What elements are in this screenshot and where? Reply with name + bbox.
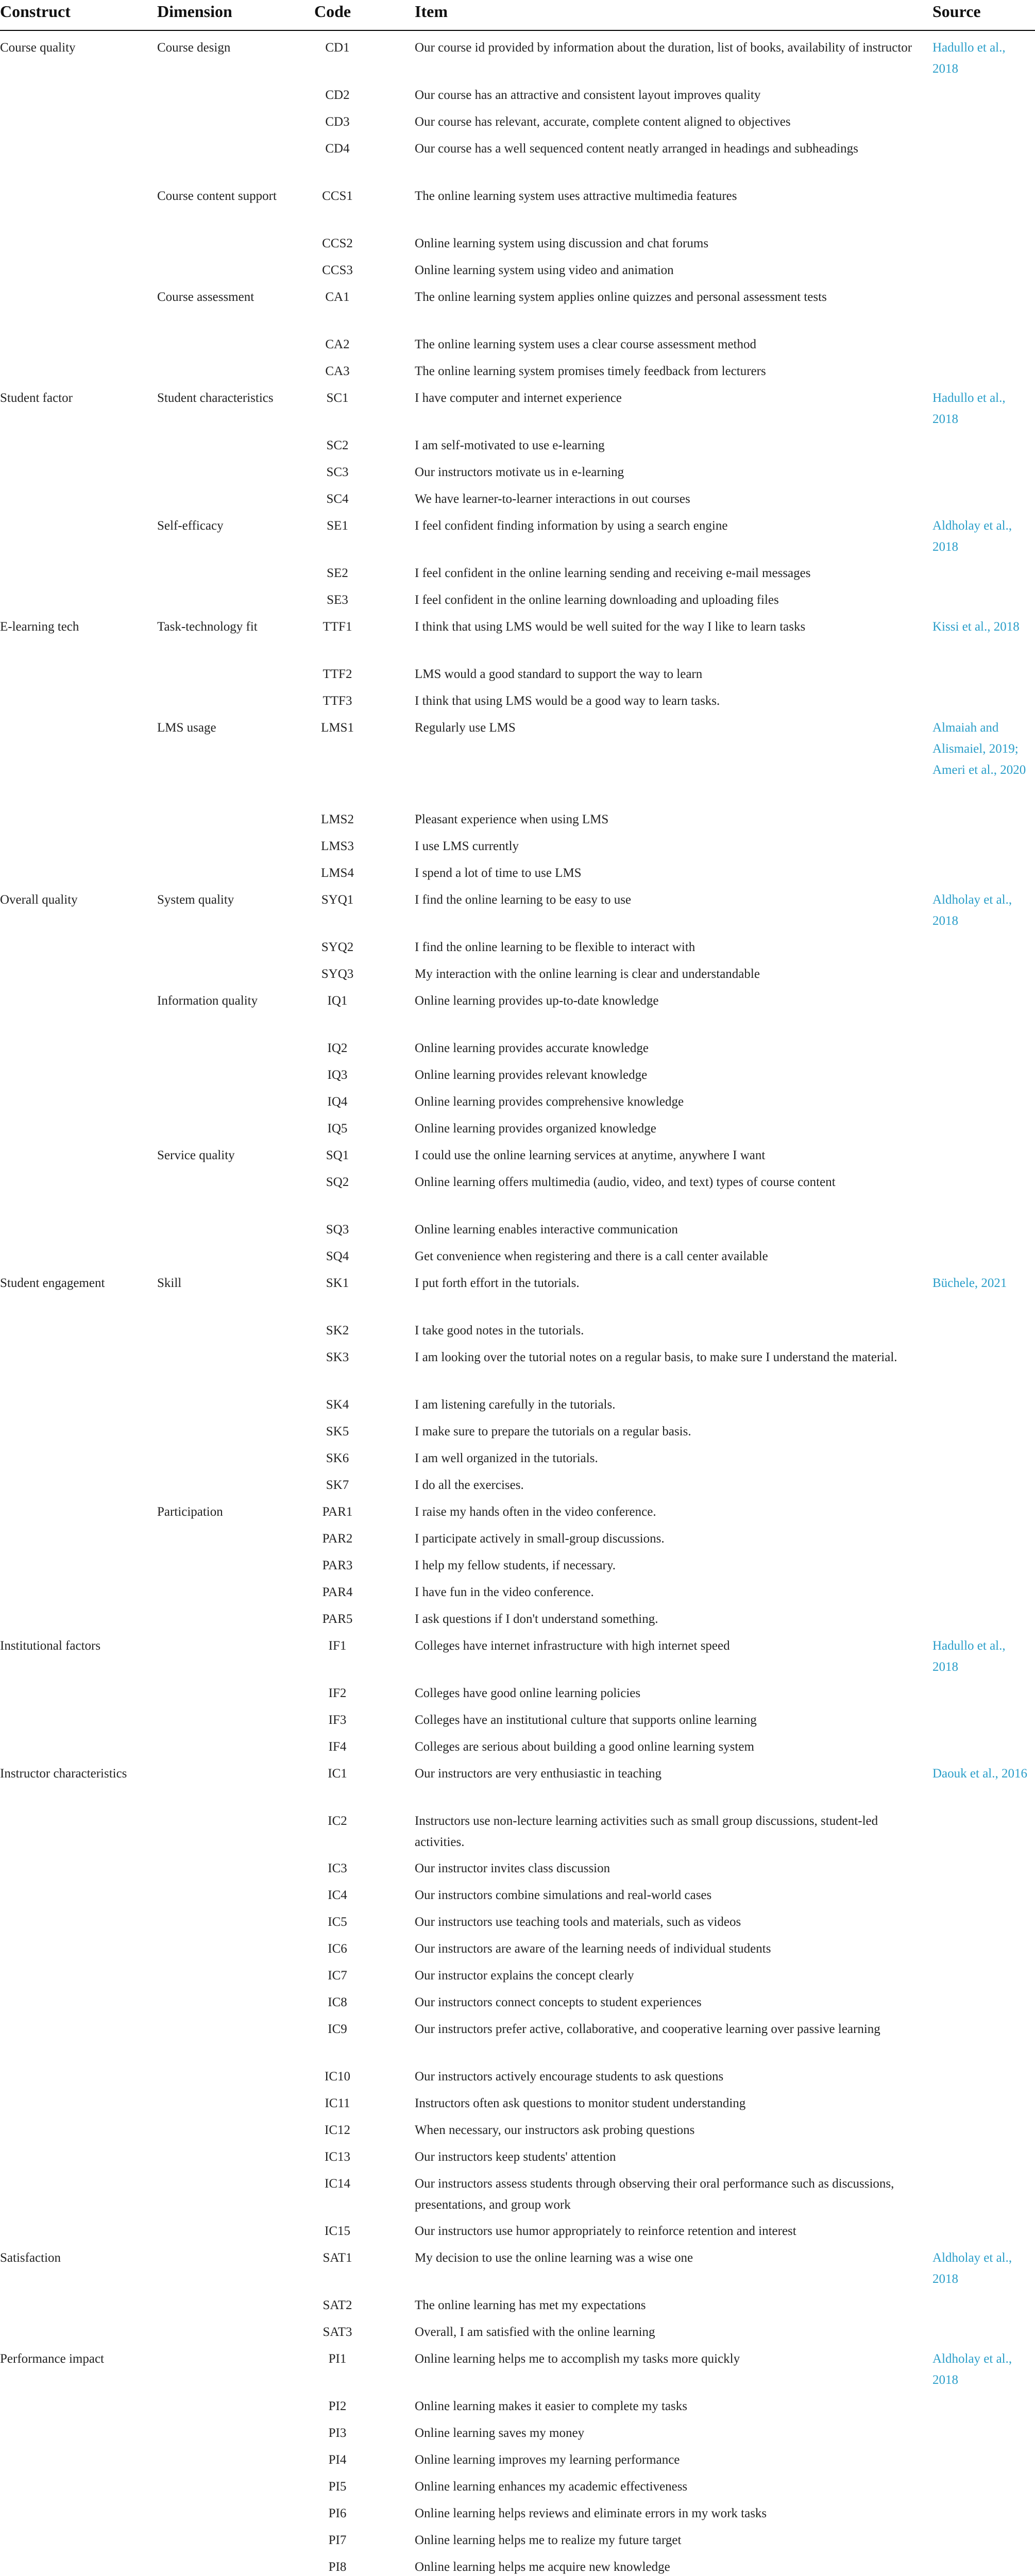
cell-code: PI2 <box>328 2399 347 2413</box>
cell-source[interactable]: Aldholay et al., 2018 <box>932 519 1012 554</box>
cell-code: PI1 <box>328 2352 347 2366</box>
cell-code: IQ5 <box>327 1122 348 1136</box>
table-row <box>0 1440 1035 1467</box>
cell-item: Our course has a well sequenced content neatly arranged in headings and subheadings <box>415 142 858 156</box>
table-row <box>0 1729 1035 1756</box>
table-row <box>0 1414 1035 1440</box>
cell-item: Our course has an attractive and consistent layout improves quality <box>415 88 761 102</box>
cell-item: Online learning saves my money <box>415 2426 585 2440</box>
cell-code: CD3 <box>325 115 350 129</box>
cell-construct: Course quality <box>0 41 76 55</box>
table-row <box>0 828 1035 855</box>
table-row <box>0 1313 1035 1340</box>
cell-code: PI7 <box>328 2533 347 2547</box>
table-row <box>0 2496 1035 2522</box>
cell-item: I am self-motivated to use e-learning <box>415 438 605 452</box>
cell-item: I feel confident in the online learning sending and receiving e-mail messages <box>415 566 811 580</box>
cell-item: I am listening carefully in the tutorials. <box>415 1398 616 1412</box>
cell-item: Online learning provides comprehensive knowledge <box>415 1095 684 1109</box>
cell-code: IC6 <box>328 1942 347 1956</box>
cell-code: CD4 <box>325 142 350 156</box>
cell-code: IC2 <box>328 1814 347 1828</box>
table-row <box>0 1931 1035 1958</box>
table-row <box>0 2314 1035 2341</box>
cell-item: I am looking over the tutorial notes on a regular basis, to make sure I understand the material. <box>415 1350 897 1364</box>
cell-item: Our instructors actively encourage students to ask questions <box>415 2070 724 2083</box>
cell-item: I do all the exercises. <box>415 1478 524 1492</box>
table-row <box>0 353 1035 380</box>
cell-code: SQ3 <box>326 1223 349 1236</box>
table-row <box>0 1340 1035 1387</box>
cell-item: I participate actively in small-group discussions. <box>415 1532 665 1546</box>
cell-item: Regularly use LMS <box>415 721 516 735</box>
cell-code: CCS1 <box>322 189 353 203</box>
table-row <box>0 1467 1035 1494</box>
table-row <box>0 1958 1035 1985</box>
cell-item: Our instructors are very enthusiastic in teaching <box>415 1767 662 1781</box>
cell-item: The online learning system promises timely feedback from lecturers <box>415 364 766 378</box>
table-row <box>0 683 1035 710</box>
table-row <box>0 1084 1035 1111</box>
table-row <box>0 279 1035 327</box>
cell-item: I take good notes in the tutorials. <box>415 1324 584 1337</box>
cell-source[interactable]: Hadullo et al., 2018 <box>932 1639 1006 1674</box>
cell-item: I use LMS currently <box>415 839 519 853</box>
cell-code: SC4 <box>326 492 349 506</box>
table-row <box>0 380 1035 428</box>
cell-item: Online learning makes it easier to complete my tasks <box>415 2399 688 2413</box>
cell-source[interactable]: Aldholay et al., 2018 <box>932 893 1012 928</box>
cell-item: I make sure to prepare the tutorials on a regular basis. <box>415 1425 691 1438</box>
cell-item: Online learning helps me acquire new knowledge <box>415 2560 670 2574</box>
cell-code: SK3 <box>326 1350 349 1364</box>
table-row <box>0 2086 1035 2112</box>
table-row <box>0 1548 1035 1574</box>
cell-item: The online learning system uses attractive multimedia features <box>415 189 737 203</box>
cell-item: Online learning helps reviews and eliminate errors in my work tasks <box>415 2506 767 2520</box>
table-row <box>0 77 1035 104</box>
table-row <box>0 1138 1035 1164</box>
cell-code: SK7 <box>326 1478 349 1492</box>
cell-code: PAR3 <box>322 1558 353 1572</box>
cell-code: SAT1 <box>323 2251 352 2265</box>
cell-code: CA1 <box>325 290 350 304</box>
cell-code: IC13 <box>325 2150 350 2164</box>
cell-item: I feel confident in the online learning downloading and uploading files <box>415 593 779 607</box>
cell-item: My decision to use the online learning was a wise one <box>415 2251 693 2265</box>
cell-dimension: System quality <box>157 893 234 907</box>
cell-code: SK5 <box>326 1425 349 1438</box>
cell-dimension: LMS usage <box>157 721 216 735</box>
cell-item: Colleges have internet infrastructure with high internet speed <box>415 1639 730 1653</box>
cell-construct: Student engagement <box>0 1276 105 1290</box>
cell-code: PI4 <box>328 2453 347 2467</box>
cell-item: Our instructors are aware of the learning needs of individual students <box>415 1942 771 1956</box>
table-row <box>0 656 1035 683</box>
table-row <box>0 929 1035 956</box>
cell-item: I am well organized in the tutorials. <box>415 1451 598 1465</box>
cell-item: Overall, I am satisfied with the online learning <box>415 2325 655 2339</box>
cell-item: Our instructors motivate us in e-learning <box>415 465 624 479</box>
header-dimension: Dimension <box>157 2 232 21</box>
cell-code: SK6 <box>326 1451 349 1465</box>
table-row <box>0 30 1035 77</box>
table-row <box>0 2469 1035 2496</box>
cell-item: Online learning provides up-to-date knowledge <box>415 994 659 1008</box>
cell-item: Online learning provides organized knowledge <box>415 1122 656 1136</box>
cell-item: I feel confident finding information by using a search engine <box>415 519 728 533</box>
cell-code: PI3 <box>328 2426 347 2440</box>
table-row <box>0 1675 1035 1702</box>
cell-code: CD1 <box>325 41 350 55</box>
cell-dimension: Course content support <box>157 189 277 203</box>
cell-dimension: Participation <box>157 1505 223 1519</box>
cell-code: SYQ2 <box>321 940 354 954</box>
table-row <box>0 582 1035 609</box>
cell-item: The online learning system applies online quizzes and personal assessment tests <box>415 290 827 304</box>
cell-item: Get convenience when registering and there is a call center available <box>415 1249 768 1263</box>
cell-code: IF1 <box>328 1639 347 1653</box>
cell-code: SK2 <box>326 1324 349 1337</box>
table-row <box>0 1057 1035 1084</box>
cell-code: SQ2 <box>326 1175 349 1189</box>
table-row <box>0 2287 1035 2314</box>
cell-code: IC4 <box>328 1888 347 1902</box>
cell-code: PI8 <box>328 2560 347 2574</box>
table-row <box>0 252 1035 279</box>
cell-item: I help my fellow students, if necessary. <box>415 1558 616 1572</box>
table-row <box>0 2415 1035 2442</box>
cell-source[interactable]: Aldholay et al., 2018 <box>932 2251 1012 2286</box>
cell-item: The online learning has met my expectations <box>415 2298 646 2312</box>
table-row <box>0 1030 1035 1057</box>
cell-code: IC12 <box>325 2123 350 2137</box>
cell-dimension: Course assessment <box>157 290 254 304</box>
cell-code: IC15 <box>325 2224 350 2238</box>
cell-item: I could use the online learning services at anytime, anywhere I want <box>415 1148 766 1162</box>
cell-code: IC1 <box>328 1767 347 1781</box>
cell-code: IC11 <box>325 2096 350 2110</box>
cell-code: SYQ3 <box>321 967 354 981</box>
cell-item: My interaction with the online learning is clear and understandable <box>415 967 760 981</box>
header-item: Item <box>415 2 448 21</box>
table-row <box>0 2059 1035 2086</box>
cell-code: CCS3 <box>322 263 353 277</box>
cell-construct: E-learning tech <box>0 620 79 634</box>
cell-code: PAR5 <box>322 1612 353 1626</box>
cell-source[interactable]: Almaiah and Alismaiel, 2019; Ameri et al., 2020 <box>932 721 1026 777</box>
cell-code: SQ4 <box>326 1249 349 1263</box>
table-row <box>0 855 1035 882</box>
cell-code: SE2 <box>327 566 348 580</box>
cell-item: Online learning helps me to realize my future target <box>415 2533 682 2547</box>
cell-dimension: Course design <box>157 41 231 55</box>
cell-item: I find the online learning to be flexible to interact with <box>415 940 695 954</box>
cell-code: CA3 <box>325 364 350 378</box>
cell-source[interactable]: Kissi et al., 2018 <box>932 620 1020 634</box>
table-row <box>0 226 1035 252</box>
cell-code: IC3 <box>328 1861 347 1875</box>
cell-item: Our instructors prefer active, collaborative, and cooperative learning over passive learning <box>415 2022 880 2036</box>
cell-item: I have fun in the video conference. <box>415 1585 594 1599</box>
cell-code: LMS1 <box>321 721 354 735</box>
table-row <box>0 1239 1035 1265</box>
cell-item: Our course id provided by information about the duration, list of books, availability of instructor <box>415 41 912 55</box>
table-row <box>0 2522 1035 2549</box>
cell-item: Instructors often ask questions to monitor student understanding <box>415 2096 746 2110</box>
cell-source[interactable]: Daouk et al., 2016 <box>932 1767 1027 1781</box>
table-row <box>0 1265 1035 1313</box>
cell-source[interactable]: Hadullo et al., 2018 <box>932 41 1006 76</box>
cell-item: Our instructors assess students through observing their oral performance such as discussions, presentations, and group work <box>415 2177 894 2212</box>
cell-dimension: Self-efficacy <box>157 519 224 533</box>
cell-item: Online learning offers multimedia (audio, video, and text) types of course content <box>415 1175 836 1189</box>
table-row <box>0 555 1035 582</box>
cell-item: I spend a lot of time to use LMS <box>415 866 582 880</box>
cell-code: IF4 <box>328 1740 347 1754</box>
cell-code: SAT2 <box>323 2298 352 2312</box>
cell-item: Online learning system using video and animation <box>415 263 674 277</box>
cell-item: Our instructors use teaching tools and materials, such as videos <box>415 1915 741 1929</box>
table-row <box>0 454 1035 481</box>
cell-item: Pleasant experience when using LMS <box>415 812 609 826</box>
table-row <box>0 609 1035 656</box>
table-row <box>0 1904 1035 1931</box>
table-row <box>0 1387 1035 1414</box>
table-row <box>0 882 1035 929</box>
table-row <box>0 1164 1035 1212</box>
cell-code: LMS3 <box>321 839 354 853</box>
cell-dimension: Skill <box>157 1276 182 1290</box>
cell-item: Online learning system using discussion and chat forums <box>415 236 709 250</box>
cell-construct: Satisfaction <box>0 2251 61 2265</box>
cell-code: SK4 <box>326 1398 349 1412</box>
table-row <box>0 481 1035 508</box>
cell-construct: Performance impact <box>0 2352 104 2366</box>
cell-code: LMS2 <box>321 812 354 826</box>
table-row <box>0 2112 1035 2139</box>
table-row <box>0 104 1035 131</box>
cell-item: Our instructors combine simulations and real-world cases <box>415 1888 712 1902</box>
cell-item: I find the online learning to be easy to use <box>415 893 632 907</box>
cell-code: IQ3 <box>327 1068 348 1082</box>
cell-construct: Instructor characteristics <box>0 1767 127 1781</box>
table-row <box>0 710 1035 802</box>
cell-code: IQ2 <box>327 1041 348 1055</box>
cell-item: Colleges have good online learning policies <box>415 1686 641 1700</box>
table-row <box>0 1702 1035 1729</box>
table-row <box>0 131 1035 178</box>
cell-item: Online learning provides accurate knowledge <box>415 1041 649 1055</box>
cell-item: I think that using LMS would be a good way to learn tasks. <box>415 694 720 708</box>
cell-code: SE1 <box>327 519 348 533</box>
cell-code: PAR2 <box>322 1532 353 1546</box>
cell-item: Colleges are serious about building a good online learning system <box>415 1740 754 1754</box>
table-row <box>0 2388 1035 2415</box>
table-row <box>0 2166 1035 2213</box>
cell-dimension: Student characteristics <box>157 391 274 405</box>
cell-code: PAR1 <box>322 1505 353 1519</box>
cell-code: IF3 <box>328 1713 347 1727</box>
cell-code: IC7 <box>328 1969 347 1982</box>
cell-item: Online learning enhances my academic effectiveness <box>415 2480 688 2494</box>
cell-item: When necessary, our instructors ask probing questions <box>415 2123 695 2137</box>
cell-item: Our instructors use humor appropriately to reinforce retention and interest <box>415 2224 796 2238</box>
table-row <box>0 508 1035 555</box>
table-row <box>0 428 1035 454</box>
cell-code: TTF1 <box>323 620 352 634</box>
cell-code: SC2 <box>326 438 349 452</box>
table-row <box>0 1574 1035 1601</box>
cell-item: Our instructor explains the concept clearly <box>415 1969 634 1982</box>
cell-dimension: Information quality <box>157 994 258 1008</box>
table-row <box>0 1212 1035 1239</box>
table-row <box>0 956 1035 983</box>
table-row <box>0 1111 1035 1138</box>
table-row <box>0 2213 1035 2240</box>
cell-dimension: Service quality <box>157 1148 235 1162</box>
cell-code: CD2 <box>325 88 350 102</box>
cell-code: SQ1 <box>326 1148 349 1162</box>
cell-code: SC3 <box>326 465 349 479</box>
table-row <box>0 1756 1035 1803</box>
table-row <box>0 1601 1035 1628</box>
cell-item: Online learning enables interactive communication <box>415 1223 678 1236</box>
table-row <box>0 327 1035 353</box>
table-row <box>0 2549 1035 2576</box>
cell-construct: Institutional factors <box>0 1639 101 1653</box>
table-row <box>0 1851 1035 1877</box>
cell-code: CA2 <box>325 337 350 351</box>
header-code: Code <box>314 2 351 21</box>
cell-code: TTF2 <box>323 667 352 681</box>
table-row <box>0 1985 1035 2011</box>
table-row <box>0 2139 1035 2166</box>
cell-code: IC5 <box>328 1915 347 1929</box>
cell-code: LMS4 <box>321 866 354 880</box>
cell-code: TTF3 <box>323 694 352 708</box>
cell-item: Our instructors keep students' attention <box>415 2150 616 2164</box>
table-header <box>0 0 1035 31</box>
table-row <box>0 2341 1035 2388</box>
cell-item: Colleges have an institutional culture that supports online learning <box>415 1713 757 1727</box>
cell-code: SK1 <box>326 1276 349 1290</box>
cell-item: I think that using LMS would be well suited for the way I like to learn tasks <box>415 620 806 634</box>
cell-item: Our instructors connect concepts to student experiences <box>415 1995 702 2009</box>
table-row <box>0 1877 1035 1904</box>
cell-item: LMS would a good standard to support the way to learn <box>415 667 703 681</box>
cell-item: Instructors use non-lecture learning activities such as small group discussions, student-led activities. <box>415 1814 878 1849</box>
cell-item: Online learning helps me to accomplish my tasks more quickly <box>415 2352 740 2366</box>
table-row <box>0 1803 1035 1851</box>
cell-dimension: Task-technology fit <box>157 620 258 634</box>
header-source: Source <box>932 2 981 21</box>
cell-item: I ask questions if I don't understand something. <box>415 1612 658 1626</box>
cell-code: SE3 <box>327 593 348 607</box>
cell-item: I have computer and internet experience <box>415 391 622 405</box>
header-construct: Construct <box>0 2 71 21</box>
cell-source[interactable]: Hadullo et al., 2018 <box>932 391 1006 426</box>
cell-code: PAR4 <box>322 1585 353 1599</box>
cell-construct: Overall quality <box>0 893 78 907</box>
cell-code: SYQ1 <box>321 893 354 907</box>
cell-item: We have learner-to-learner interactions in out courses <box>415 492 690 506</box>
cell-code: SAT3 <box>323 2325 352 2339</box>
table-row <box>0 983 1035 1030</box>
cell-code: IC8 <box>328 1995 347 2009</box>
cell-code: IF2 <box>328 1686 347 1700</box>
table-row <box>0 2240 1035 2287</box>
cell-code: CCS2 <box>322 236 353 250</box>
table-row <box>0 178 1035 226</box>
table-row <box>0 1494 1035 1521</box>
cell-item: I raise my hands often in the video conference. <box>415 1505 656 1519</box>
cell-code: IQ4 <box>327 1095 348 1109</box>
cell-source[interactable]: Büchele, 2021 <box>932 1276 1007 1290</box>
table-row <box>0 1521 1035 1548</box>
cell-construct: Student factor <box>0 391 73 405</box>
cell-item: I put forth effort in the tutorials. <box>415 1276 580 1290</box>
cell-item: Online learning provides relevant knowledge <box>415 1068 648 1082</box>
table-row <box>0 802 1035 828</box>
cell-source[interactable]: Aldholay et al., 2018 <box>932 2352 1012 2387</box>
cell-code: IC10 <box>325 2070 350 2083</box>
table-row <box>0 2442 1035 2469</box>
cell-item: Our course has relevant, accurate, complete content aligned to objectives <box>415 115 791 129</box>
cell-item: The online learning system uses a clear course assessment method <box>415 337 757 351</box>
cell-code: IC14 <box>325 2177 350 2191</box>
table-row <box>0 1628 1035 1675</box>
cell-code: SC1 <box>326 391 349 405</box>
cell-item: Online learning improves my learning performance <box>415 2453 680 2467</box>
cell-item: Our instructor invites class discussion <box>415 1861 610 1875</box>
cell-code: PI5 <box>328 2480 347 2494</box>
cell-code: IQ1 <box>327 994 348 1008</box>
cell-code: IC9 <box>328 2022 347 2036</box>
cell-code: PI6 <box>328 2506 347 2520</box>
table-row <box>0 2011 1035 2059</box>
